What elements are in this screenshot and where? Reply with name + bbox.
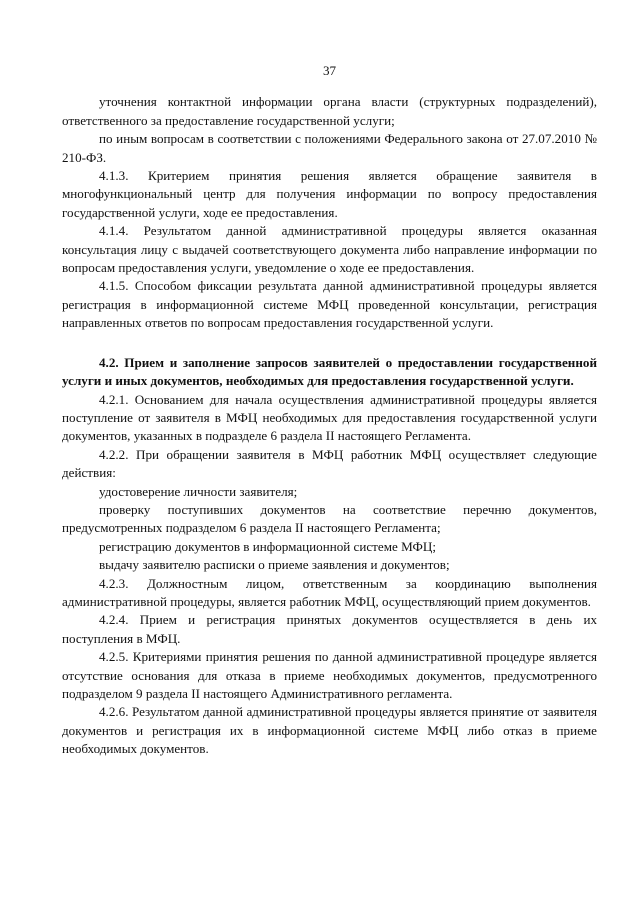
list-item: проверку поступивших документов на соответствие перечню документов, предусмотренных подразделом 6 раздела II настоящего Регламента; bbox=[62, 501, 597, 536]
paragraph: 4.2.2. При обращении заявителя в МФЦ работник МФЦ осуществляет следующие действия: bbox=[62, 446, 597, 481]
list-item: удостоверение личности заявителя; bbox=[99, 483, 298, 499]
section-gap bbox=[62, 333, 597, 354]
paragraph: 4.1.5. Способом фиксации результата данной административной процедуры является регистрация в информационной системе МФЦ проведенной консультации, регистрация направленных ответов по вопросам предоставления государственной услуги. bbox=[62, 278, 597, 331]
list-item: выдачу заявителю расписки о приеме заявления и документов; bbox=[99, 557, 450, 573]
paragraph: 4.2.6. Результатом данной административной процедуры является принятие от заявителя документов и регистрация их в информационной системе МФЦ либо отказ в приеме необходимых документов. bbox=[62, 704, 597, 757]
list-item: регистрацию документов в информационной системе МФЦ; bbox=[99, 538, 436, 554]
page-number: 37 bbox=[322, 63, 337, 78]
paragraph: по иным вопросам в соответствии с положениями Федерального закона от 27.07.2010 № 210-ФЗ. bbox=[62, 131, 597, 165]
section-heading: 4.2. Прием и заполнение запросов заявителей о предоставлении государственной услуги и иных документов, необходимых для предоставления государственной услуги. bbox=[62, 354, 597, 389]
paragraph: 4.2.1. Основанием для начала осуществления административной процедуры является поступление от заявителя в МФЦ необходимых для предоставления государственной услуги документов, указанных в подразделе 6 раздела II настоящего Регламента. bbox=[62, 391, 597, 444]
paragraph: 4.2.5. Критериями принятия решения по данной административной процедуре является отсутствие основания для отказа в приеме необходимых документов, предусмотренного подразделом 9 раздела II настоящего Административного регламента. bbox=[62, 649, 597, 701]
paragraph: 4.1.3. Критерием принятия решения является обращение заявителя в многофункциональный центр для получения информации по вопросу предоставления государственной услуги, ходе ее предоставления. bbox=[62, 168, 597, 220]
paragraph: 4.1.4. Результатом данной административной процедуры является оказанная консультация лицу с выдачей соответствующего документа либо направление информации по вопросам предоставления услуги, уведомление о ходе ее предоставления. bbox=[62, 223, 597, 276]
paragraph: уточнения контактной информации органа власти (структурных подразделений), ответственного за предоставление государственной услуги; bbox=[62, 94, 597, 128]
paragraph: 4.2.3. Должностным лицом, ответственным за координацию выполнения административной процедуры, является работник МФЦ, осуществляющий прием документов. bbox=[62, 575, 597, 609]
paragraph: 4.2.4. Прием и регистрация принятых документов осуществляется в день их поступления в МФЦ. bbox=[62, 612, 597, 646]
